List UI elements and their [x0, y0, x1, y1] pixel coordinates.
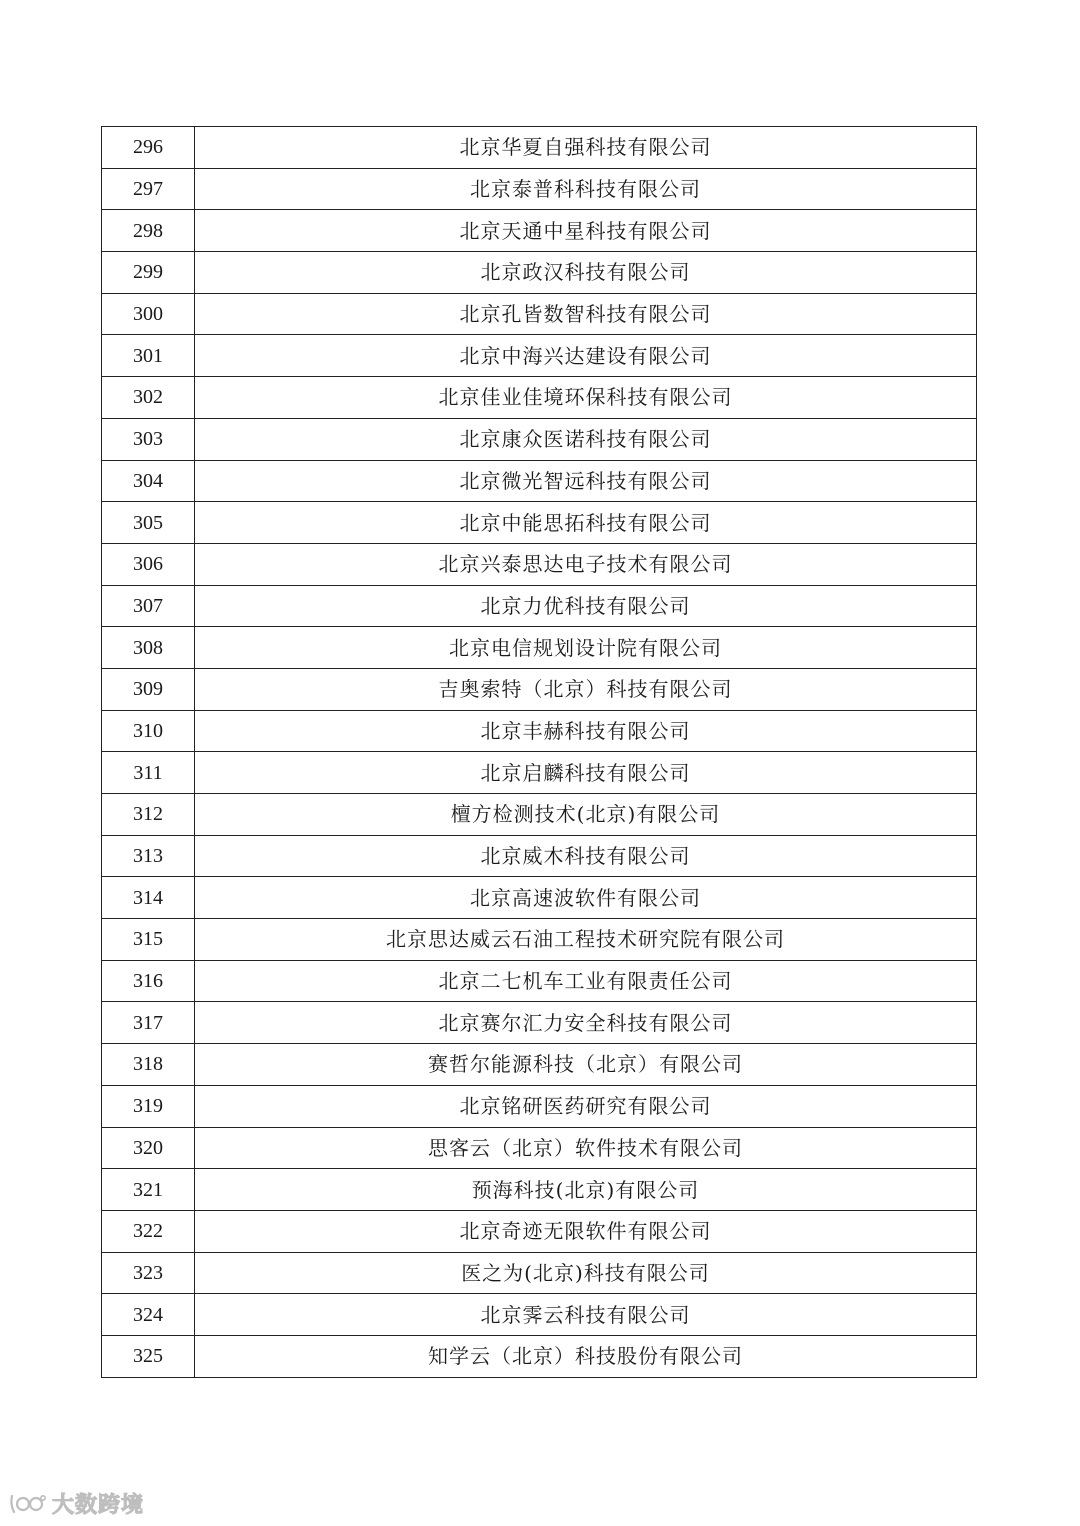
- table-row: [102, 1127, 977, 1169]
- table-row: [102, 460, 977, 502]
- company-name: 预海科技(北京)有限公司: [195, 1169, 977, 1211]
- company-name: 檀方检测技术(北京)有限公司: [195, 794, 977, 836]
- company-name: 北京霁云科技有限公司: [195, 1294, 977, 1336]
- company-name: 北京铭研医药研究有限公司: [195, 1085, 977, 1127]
- table-row: [102, 794, 977, 836]
- table-row: [102, 710, 977, 752]
- company-name: 思客云（北京）软件技术有限公司: [195, 1127, 977, 1169]
- row-number: 315: [102, 919, 195, 961]
- company-name: 北京思达威云石油工程技术研究院有限公司: [195, 919, 977, 961]
- company-name: 北京奇迹无限软件有限公司: [195, 1210, 977, 1252]
- company-name: 北京孔皆数智科技有限公司: [195, 293, 977, 335]
- table-row: [102, 1169, 977, 1211]
- table-row: [102, 210, 977, 252]
- row-number: 302: [102, 377, 195, 419]
- table-row: [102, 377, 977, 419]
- row-number: 324: [102, 1294, 195, 1336]
- row-number: 311: [102, 752, 195, 794]
- row-number: 308: [102, 627, 195, 669]
- company-list-table: [101, 126, 977, 1378]
- row-number: 300: [102, 293, 195, 335]
- company-name: 北京康众医诺科技有限公司: [195, 418, 977, 460]
- company-name: 知学云（北京）科技股份有限公司: [195, 1335, 977, 1377]
- company-name: 赛哲尔能源科技（北京）有限公司: [195, 1044, 977, 1086]
- company-name: 北京赛尔汇力安全科技有限公司: [195, 1002, 977, 1044]
- row-number: 314: [102, 877, 195, 919]
- row-number: 323: [102, 1252, 195, 1294]
- row-number: 303: [102, 418, 195, 460]
- row-number: 313: [102, 835, 195, 877]
- row-number: 325: [102, 1335, 195, 1377]
- company-name: 医之为(北京)科技有限公司: [195, 1252, 977, 1294]
- company-name: 北京佳业佳境环保科技有限公司: [195, 377, 977, 419]
- company-name: 北京微光智远科技有限公司: [195, 460, 977, 502]
- row-number: 319: [102, 1085, 195, 1127]
- row-number: 310: [102, 710, 195, 752]
- row-number: 321: [102, 1169, 195, 1211]
- table-row: [102, 1294, 977, 1336]
- row-number: 297: [102, 168, 195, 210]
- table-row: [102, 835, 977, 877]
- table-row: [102, 293, 977, 335]
- watermark-text: 大数跨境: [52, 1493, 145, 1518]
- row-number: 316: [102, 960, 195, 1002]
- company-name: 北京启麟科技有限公司: [195, 752, 977, 794]
- table-row: [102, 418, 977, 460]
- row-number: 307: [102, 585, 195, 627]
- table-row: [102, 877, 977, 919]
- table-row: [102, 1252, 977, 1294]
- row-number: 299: [102, 252, 195, 294]
- company-name: 北京中能思拓科技有限公司: [195, 502, 977, 544]
- company-name: 北京力优科技有限公司: [195, 585, 977, 627]
- brand-logo-icon: [8, 1492, 48, 1516]
- table-row: [102, 127, 977, 169]
- table-row: [102, 335, 977, 377]
- table-row: [102, 1210, 977, 1252]
- row-number: 296: [102, 127, 195, 169]
- table-row: [102, 1335, 977, 1377]
- company-name: 北京泰普科科技有限公司: [195, 168, 977, 210]
- table-row: [102, 668, 977, 710]
- company-name: 北京高速波软件有限公司: [195, 877, 977, 919]
- table-row: [102, 502, 977, 544]
- table-row: [102, 752, 977, 794]
- table-row: [102, 627, 977, 669]
- table-row: [102, 1002, 977, 1044]
- company-name: 北京丰赫科技有限公司: [195, 710, 977, 752]
- company-name: 北京兴泰思达电子技术有限公司: [195, 543, 977, 585]
- company-name: 北京威木科技有限公司: [195, 835, 977, 877]
- row-number: 298: [102, 210, 195, 252]
- table-row: [102, 252, 977, 294]
- company-list-body: [102, 127, 977, 1378]
- table-row: [102, 919, 977, 961]
- company-name: 北京政汉科技有限公司: [195, 252, 977, 294]
- company-name: 北京电信规划设计院有限公司: [195, 627, 977, 669]
- row-number: 312: [102, 794, 195, 836]
- row-number: 309: [102, 668, 195, 710]
- company-name: 北京天通中星科技有限公司: [195, 210, 977, 252]
- row-number: 305: [102, 502, 195, 544]
- company-name: 北京中海兴达建设有限公司: [195, 335, 977, 377]
- table-row: [102, 960, 977, 1002]
- row-number: 322: [102, 1210, 195, 1252]
- row-number: 317: [102, 1002, 195, 1044]
- row-number: 301: [102, 335, 195, 377]
- table-row: [102, 1085, 977, 1127]
- table-row: [102, 585, 977, 627]
- row-number: 306: [102, 543, 195, 585]
- table-row: [102, 1044, 977, 1086]
- company-name: 北京华夏自强科技有限公司: [195, 127, 977, 169]
- table-row: [102, 168, 977, 210]
- company-name: 吉奥索特（北京）科技有限公司: [195, 668, 977, 710]
- row-number: 320: [102, 1127, 195, 1169]
- table-row: [102, 543, 977, 585]
- row-number: 304: [102, 460, 195, 502]
- company-name: 北京二七机车工业有限责任公司: [195, 960, 977, 1002]
- row-number: 318: [102, 1044, 195, 1086]
- watermark: [8, 1488, 144, 1519]
